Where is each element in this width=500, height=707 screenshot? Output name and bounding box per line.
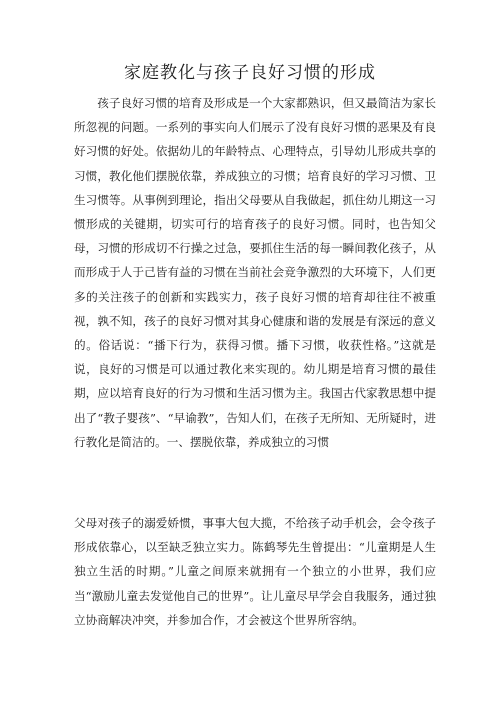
paragraph-intro: 孩子良好习惯的培育及形成是一个大家都熟识，但又最简洁为家长所忽视的问题。一系列的事实向人们展示了没有良好习惯的恶果及有良好习惯的好处。依据幼儿的年龄特点、心理特点，引导幼儿形成共享的习惯，教化他们摆脱依靠，养成独立的习惯；培育良好的学习习惯、卫生习惯等。从事例到理论，指出父母要从自我做起，抓住幼儿期这一习惯形成的关键期，切实可行的培育孩子的良好习惯。同时，也告知父母，习惯的形成切不行操之过急，要抓住生活的每一瞬间教化孩子，从而形成于人于己皆有益的习惯在当前社会竞争激烈的大环境下，人们更多的关注孩子的创新和实践实力，孩子良好习惯的培育却往往不被重视，孰不知，孩子的良好习惯对其身心健康和谐的发展是有深远的意义的。俗话说：“播下行为，获得习惯。播下习惯，收获性格。”这就是说，良好的习惯是可以通过教化来实现的。幼儿期是培育习惯的最佳期，应以培育良好的行为习惯和生活习惯为主。我国古代家教思想中提出了“教子婴孩”、“早谕教”，告知人们，在孩子无所知、无所疑时，进行教化是简洁的。一、摆脱依靠，养成独立的习惯 (74, 96, 436, 449)
document-title: 家庭教化与孩子良好习惯的形成 (124, 63, 376, 83)
paragraph-independence: 父母对孩子的溺爱娇惯，事事大包大揽，不给孩子动手机会，会令孩子形成依靠心，以至缺乏独立实力。陈鹤琴先生曾提出：“儿童期是人生独立生活的时期。”儿童之间原来就拥有一个独立的小世界，我们应当“激励儿童去发觉他自己的世界”。让儿童尽早学会自我服务，通过独立协商解决冲突，并参加合作，才会被这个世界所容纳。 (74, 516, 436, 627)
